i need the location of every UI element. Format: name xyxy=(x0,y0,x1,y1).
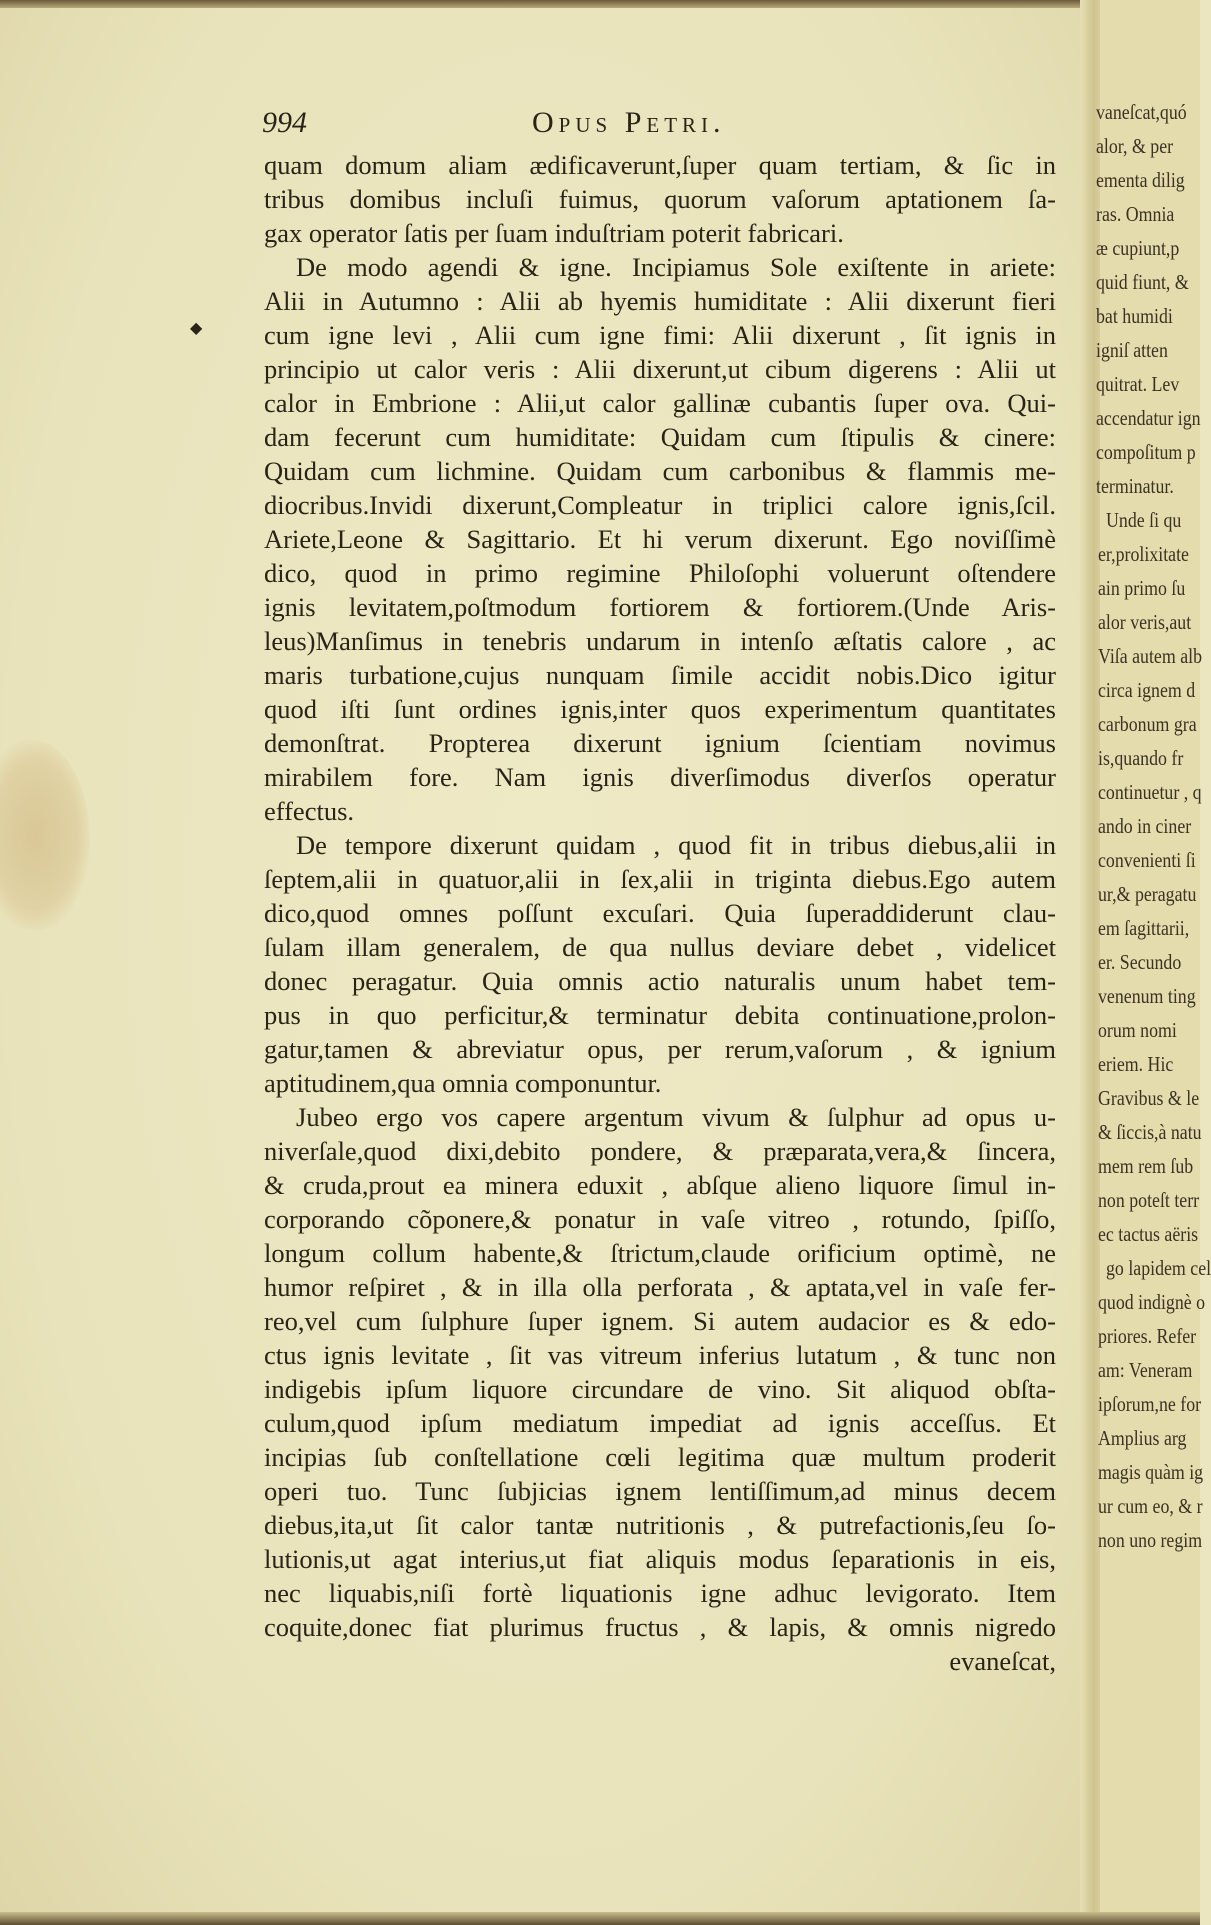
facing-page-line: circa ignem d xyxy=(1098,678,1196,702)
page-bottom-edge xyxy=(0,1912,1200,1925)
text-line: maris turbatione,cujus nunquam ſimile accidit nobis.Dico igitur xyxy=(264,660,1056,690)
text-line: calor in Embrione : Alii,ut calor gallinæ cubantis ſuper ova. Qui- xyxy=(264,388,1056,418)
text-line: Alii in Autumno : Alii ab hyemis humiditate : Alii dixerunt fieri xyxy=(264,286,1056,316)
facing-page-line: go lapidem cel xyxy=(1106,1256,1211,1280)
text-line: diebus,ita,ut ſit calor tantæ nutritionis , & putrefactionis,ſeu ſo- xyxy=(264,1510,1056,1540)
text-line: culum,quod ipſum mediatum impediat ad ignis acceſſus. Et xyxy=(264,1408,1056,1438)
page-number: 994 xyxy=(262,106,307,139)
text-line: Ariete,Leone & Sagittario. Et hi verum dixerunt. Ego noviſſimè xyxy=(264,524,1056,554)
facing-page-line: quod indignè o xyxy=(1098,1290,1206,1314)
facing-page-line: Unde ſi qu xyxy=(1106,508,1182,532)
text-line: Jubeo ergo vos capere argentum vivum & ſulphur ad opus u- xyxy=(296,1102,1056,1132)
text-line: gax operator ſatis per ſuam induſtriam poterit fabricari. xyxy=(264,218,844,248)
page-header xyxy=(262,106,1057,146)
text-line: De tempore dixerunt quidam , quod fit in tribus diebus,alii in xyxy=(296,830,1056,860)
running-title: Opus Petri. xyxy=(532,106,726,139)
text-line: mirabilem fore. Nam ignis diverſimodus diverſos operatur xyxy=(264,762,1056,792)
facing-page-line: accendatur ign xyxy=(1096,406,1201,430)
facing-page-line: & ſiccis,à natu xyxy=(1098,1120,1202,1144)
text-line: coquite,donec fiat plurimus fructus , & lapis, & omnis nigredo xyxy=(264,1612,1056,1642)
facing-page-line: alor, & per xyxy=(1096,134,1174,158)
facing-page-line: continuetur , q xyxy=(1098,780,1202,804)
text-line: dam fecerunt cum humiditate: Quidam cum ſtipulis & cinere: xyxy=(264,422,1056,452)
text-line: demonſtrat. Propterea dixerunt ignium ſcientiam novimus xyxy=(264,728,1056,758)
text-line: tribus domibus incluſi fuimus, quorum vaſorum aptationem ſa- xyxy=(264,184,1056,214)
facing-page-line: mem rem ſub xyxy=(1098,1154,1194,1178)
text-line: donec peragatur. Quia omnis actio naturalis unum habet tem- xyxy=(264,966,1056,996)
facing-page-line: is,quando fr xyxy=(1098,746,1184,770)
margin-mark-icon: ◆ xyxy=(190,320,203,337)
facing-page-line: quitrat. Lev xyxy=(1096,372,1180,396)
facing-page-line: ipſorum,ne for xyxy=(1098,1392,1202,1416)
facing-page-line: Amplius arg xyxy=(1098,1426,1187,1450)
text-line: pus in quo perficitur,& terminatur debita continuatione,prolon- xyxy=(264,1000,1056,1030)
text-line: ctus ignis levitate , ſit vas vitreum inferius lutatum , & tunc non xyxy=(264,1340,1056,1370)
text-line: operi tuo. Tunc ſubjicias ignem lentiſſimum,ad minus decem xyxy=(264,1476,1056,1506)
text-line: reo,vel cum ſulphure ſuper ignem. Si autem audacior es & edo- xyxy=(264,1306,1056,1336)
text-line: nec liquabis,niſi fortè liquationis igne adhuc levigorato. Item xyxy=(264,1578,1056,1608)
facing-page-line: am: Veneram xyxy=(1098,1358,1193,1382)
facing-page-line: bat humidi xyxy=(1096,304,1173,328)
facing-page-line: ec tactus aëris xyxy=(1098,1222,1199,1246)
facing-page-line: ando in ciner xyxy=(1098,814,1192,838)
facing-page-line: vaneſcat,quó xyxy=(1096,100,1187,124)
facing-page-fragment xyxy=(1096,0,1211,1925)
body-text xyxy=(264,148,1056,1678)
catchword: evaneſcat, xyxy=(949,1646,1056,1676)
text-line: ſeptem,alii in quatuor,alii in ſex,alii in triginta diebus.Ego autem xyxy=(264,864,1056,894)
text-line: ignis levitatem,poſtmodum fortiorem & fortiorem.(Unde Aris- xyxy=(264,592,1056,622)
facing-page-line: venenum ting xyxy=(1098,984,1196,1008)
facing-page-line: igniſ atten xyxy=(1096,338,1168,362)
text-line: quam domum aliam ædificaverunt,ſuper quam tertiam, & ſic in xyxy=(264,150,1056,180)
facing-page-line: carbonum gra xyxy=(1098,712,1197,736)
text-line: diocribus.Invidi dixerunt,Compleatur in triplici calore ignis,ſcil. xyxy=(264,490,1056,520)
facing-page-line: Viſa autem alb xyxy=(1098,644,1203,668)
text-line: cum igne levi , Alii cum igne fimi: Alii dixerunt , ſit ignis in xyxy=(264,320,1056,350)
facing-page-line: terminatur. xyxy=(1096,474,1174,498)
facing-page-line: ain primo ſu xyxy=(1098,576,1186,600)
facing-page-line: ementa dilig xyxy=(1096,168,1185,192)
facing-page-line: non uno regim xyxy=(1098,1528,1203,1552)
text-line: indigebis ipſum liquore circundare de vino. Sit aliquod obſta- xyxy=(264,1374,1056,1404)
facing-page-line: ur,& peragatu xyxy=(1098,882,1197,906)
facing-page-line: er,prolixitate xyxy=(1098,542,1189,566)
text-line: lutionis,ut agat interius,ut fiat aliquis modus ſeparationis in eis, xyxy=(264,1544,1056,1574)
facing-page-line: quid fiunt, & xyxy=(1096,270,1189,294)
text-line: niverſale,quod dixi,debito pondere, & præparata,vera,& ſincera, xyxy=(264,1136,1056,1166)
facing-page-line: orum nomi xyxy=(1098,1018,1177,1042)
text-line: gatur,tamen & abreviatur opus, per rerum,vaſorum , & ignium xyxy=(264,1034,1056,1064)
text-line: effectus. xyxy=(264,796,355,826)
text-line: incipias ſub conſtellatione cœli legitima quæ multum proderit xyxy=(264,1442,1056,1472)
facing-page-line: compoſitum p xyxy=(1096,440,1196,464)
facing-page-line: ras. Omnia xyxy=(1096,202,1175,226)
facing-page-line: er. Secundo xyxy=(1098,950,1182,974)
text-line: quod iſti ſunt ordines ignis,inter quos experimentum quantitates xyxy=(264,694,1056,724)
text-line: principio ut calor veris : Alii dixerunt,ut cibum digerens : Alii ut xyxy=(264,354,1056,384)
facing-page-line: ur cum eo, & r xyxy=(1098,1494,1203,1518)
facing-page-line: convenienti ſi xyxy=(1098,848,1196,872)
text-line: dico, quod in primo regimine Philoſophi voluerunt oſtendere xyxy=(264,558,1056,588)
text-line: De modo agendi & igne. Incipiamus Sole exiſtente in ariete: xyxy=(296,252,1056,282)
text-line: ſulam illam generalem, de qua nullus deviare debet , videlicet xyxy=(264,932,1056,962)
facing-page-line: priores. Refer xyxy=(1098,1324,1197,1348)
text-line: humor reſpiret , & in illa olla perforata , & aptata,vel in vaſe fer- xyxy=(264,1272,1056,1302)
facing-page-line: non poteſt terr xyxy=(1098,1188,1200,1212)
text-line: leus)Manſimus in tenebris undarum in intenſo æſtatis calore , ac xyxy=(264,626,1056,656)
text-line: aptitudinem,qua omnia componuntur. xyxy=(264,1068,662,1098)
facing-page-line: em ſagittarii, xyxy=(1098,916,1190,940)
text-line: longum collum habente,& ſtrictum,claude orificium optimè, ne xyxy=(264,1238,1056,1268)
text-line: dico,quod omnes poſſunt excuſari. Quia ſuperaddiderunt clau- xyxy=(264,898,1056,928)
facing-page-line: eriem. Hic xyxy=(1098,1052,1174,1076)
text-line: corporando cõponere,& ponatur in vaſe vitreo , rotundo, ſpiſſo, xyxy=(264,1204,1056,1234)
facing-page-line: æ cupiunt,p xyxy=(1096,236,1180,260)
facing-page-line: magis quàm ig xyxy=(1098,1460,1204,1484)
facing-page-line: alor veris,aut xyxy=(1098,610,1192,634)
text-line: & cruda,prout ea minera eduxit , abſque alieno liquore ſimul in- xyxy=(264,1170,1056,1200)
facing-page-line: Gravibus & le xyxy=(1098,1086,1200,1110)
page-top-edge xyxy=(0,0,1110,8)
text-line: Quidam cum lichmine. Quidam cum carbonibus & flammis me- xyxy=(264,456,1056,486)
